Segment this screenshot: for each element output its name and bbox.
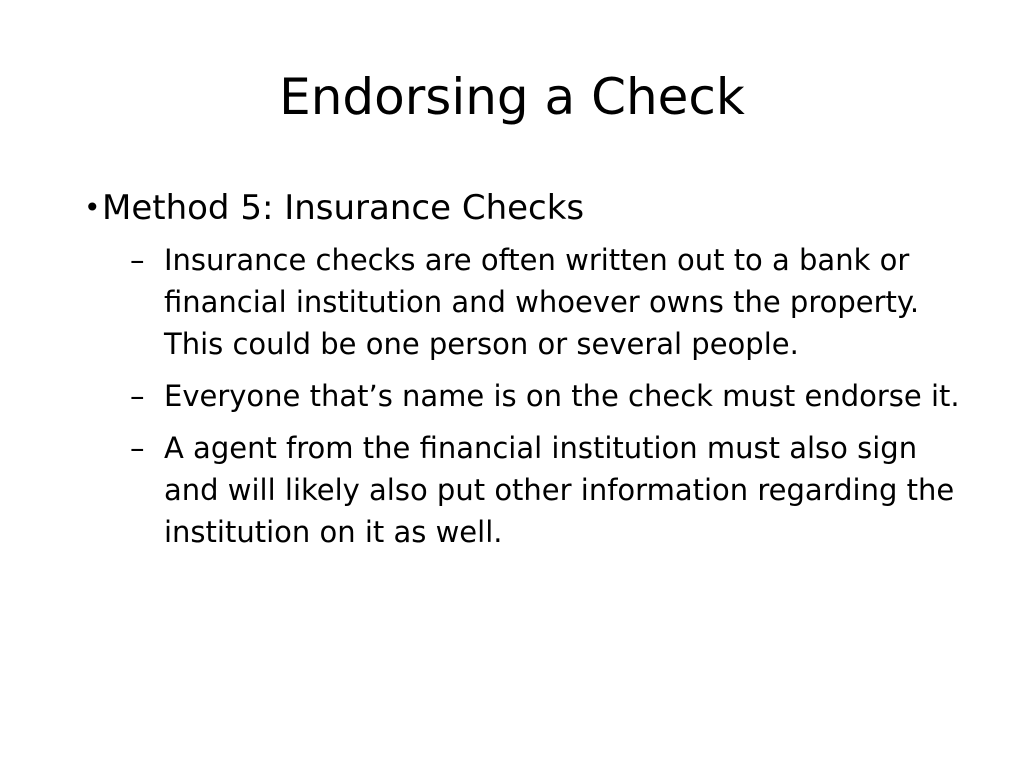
sub-bullet-text: Insurance checks are often written out to a bank or financial institution and whoever owns the property. This could be one person or several people. — [164, 243, 920, 361]
bullet-marker: • — [84, 191, 101, 224]
sub-bullet-list — [102, 239, 964, 553]
dash-marker: – — [130, 431, 145, 465]
bullet-text: Method 5: Insurance Checks — [102, 188, 585, 228]
slide-content — [84, 183, 964, 563]
sub-bullet-text: Everyone that’s name is on the check must endorse it. — [164, 379, 960, 413]
slide-title: Endorsing a Check — [279, 68, 745, 126]
dash-marker: – — [130, 243, 145, 277]
sub-bullet-item — [102, 375, 964, 417]
dash-marker: – — [130, 379, 145, 413]
sub-bullet-item — [102, 239, 964, 365]
sub-bullet-text: A agent from the financial institution must also sign and will likely also put other information regarding the institution on it as well. — [164, 431, 955, 549]
sub-bullet-item — [102, 427, 964, 553]
bullet-item — [84, 183, 964, 553]
